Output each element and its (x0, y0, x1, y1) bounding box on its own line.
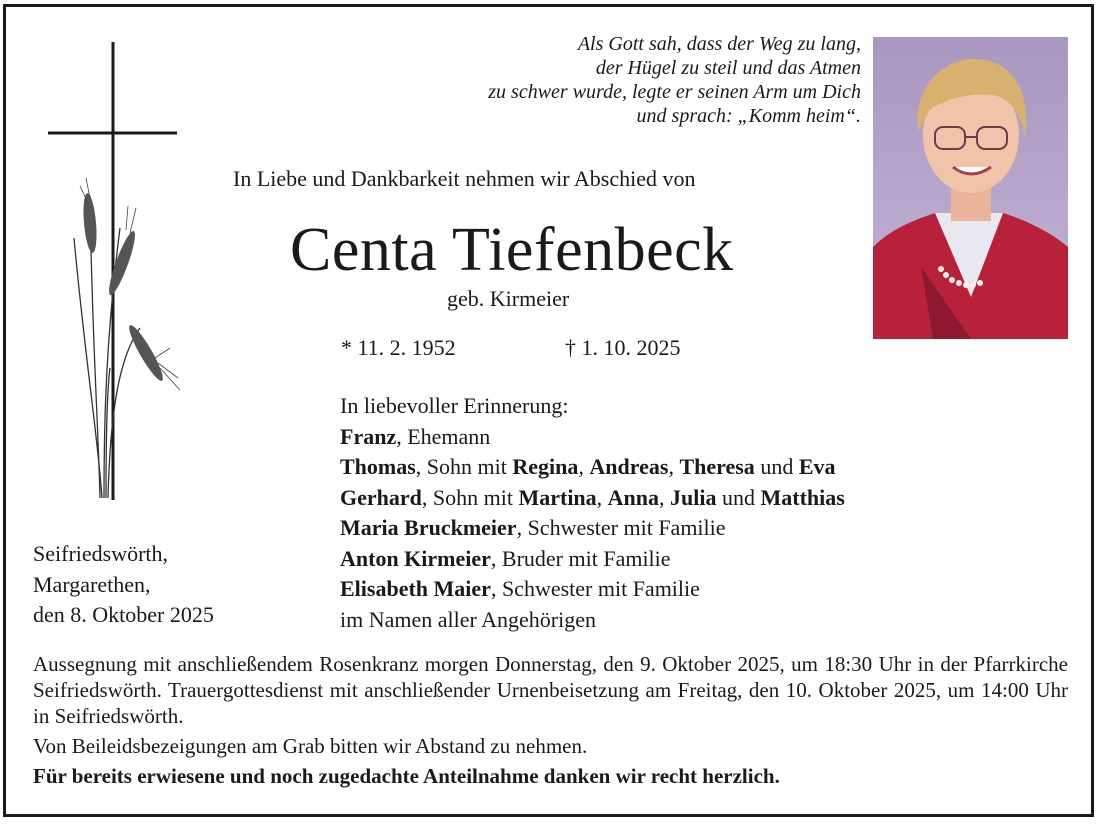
mourner-name: Franz (340, 423, 397, 449)
mourner-name: Matthias (760, 484, 845, 510)
death-date: † 1. 10. 2025 (565, 335, 681, 360)
mourner-relation: , Schwester mit Familie (516, 515, 726, 540)
mourner-relation: , Bruder mit Familie (490, 545, 671, 571)
mourner-line (340, 544, 845, 575)
mourner-line (340, 513, 845, 544)
mourner-line (340, 422, 845, 453)
condolence-request: Von Beileidsbezeigungen am Grab bitten wir Abstand zu nehmen. (33, 734, 588, 758)
portrait-photo (873, 37, 1068, 339)
place-line: Seifriedswörth, (33, 541, 169, 566)
mourner-name: Theresa (679, 454, 755, 479)
birth-name: geb. Kirmeier (447, 286, 570, 311)
mourner-line (340, 483, 845, 514)
separator: , (659, 484, 671, 510)
quote-line: der Hügel zu steil und das Atmen (595, 57, 861, 79)
mourner-name: Martina (518, 484, 597, 510)
mourner-name: Thomas (340, 454, 416, 479)
separator: , (578, 454, 590, 479)
mourner-name: Anna (607, 484, 660, 510)
mourner-name: Eva (798, 454, 836, 479)
mourner-name: Elisabeth Maier (340, 576, 491, 601)
mourner-name: Julia (670, 484, 717, 510)
quote-verse (488, 32, 861, 128)
mourner-name: Anton Kirmeier (340, 545, 491, 571)
quote-line: zu schwer wurde, legte er seinen Arm um Dich (488, 81, 861, 103)
funeral-notice (33, 651, 1068, 789)
deceased-name: Centa Tiefenbeck (290, 216, 734, 284)
separator: und (754, 454, 799, 479)
separator: und (716, 484, 761, 510)
mourner-name: Maria Bruckmeier (340, 515, 517, 540)
mourner-name: Andreas (589, 454, 669, 479)
service-details: Aussegnung mit anschließendem Rosenkranz morgen Donnerstag, den 9. Oktober 2025, um 18:30 Uhr in der Pfarrkirche Seifriedswörth. Trauergottesdienst mit anschließender Urnenbeisetzung am Freitag, den 10. Oktober 2025, um 14:00 Uhr in Seifriedswörth. (33, 652, 1068, 728)
quote-line: und sprach: „Komm heim“. (636, 105, 861, 127)
thanks-line: Für bereits erwiesene und noch zugedachte Anteilnahme danken wir recht herzlich. (33, 764, 780, 788)
mourners-heading: In liebevoller Erinnerung: (340, 393, 569, 418)
mourner-relation: , Sohn mit (415, 454, 513, 479)
separator: , (596, 484, 608, 510)
mourner-relation: , Sohn mit (421, 484, 519, 510)
place-line: Margarethen, (33, 571, 151, 597)
mourner-relation: , Schwester mit Familie (490, 576, 700, 601)
separator: , (668, 454, 680, 479)
birth-date: * 11. 2. 1952 (341, 335, 456, 360)
mourner-line (340, 574, 845, 605)
place-and-date (33, 539, 214, 631)
cross-with-wheat-icon (40, 38, 200, 510)
mourner-name: Gerhard (340, 484, 422, 510)
mourners-list (340, 391, 845, 635)
mourners-closing: im Namen aller Angehörigen (340, 606, 596, 632)
mourner-relation: , Ehemann (396, 423, 491, 449)
intro-line: In Liebe und Dankbarkeit nehmen wir Abschied von (233, 166, 696, 191)
quote-line: Als Gott sah, dass der Weg zu lang, (577, 33, 861, 55)
mourner-line (340, 452, 845, 483)
date-line: den 8. Oktober 2025 (33, 602, 214, 627)
mourner-name: Regina (512, 454, 579, 479)
